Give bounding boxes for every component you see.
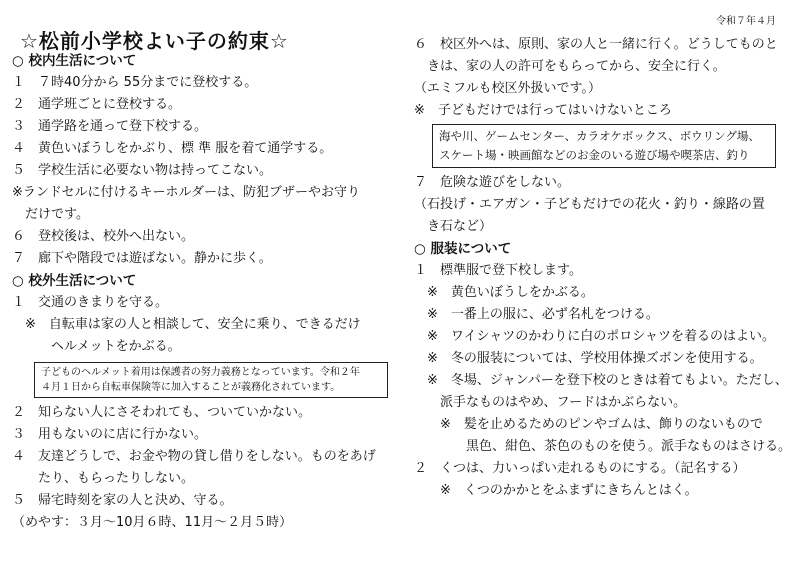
section-clothing-heading: ○ 服装について	[414, 241, 512, 257]
document-title: ☆松前小学校よい子の約束☆	[20, 29, 289, 53]
rule-line: ７ 危険な遊びをしない。	[414, 175, 571, 190]
rule-line: ヘルメットをかぶる。	[12, 339, 181, 354]
rule-line: ※ 自転車は家の人と相談して、安全に乗り、できるだけ	[12, 317, 361, 332]
document-date: 令和７年４月	[716, 16, 776, 27]
rule-line: ５ 学校生活に必要ない物は持ってこない。	[12, 163, 273, 178]
rule-line: ３ 用もないのに店に行かない。	[12, 427, 208, 442]
notice-line: ４月１日から自転車保険等に加入することが義務化されています。	[41, 382, 341, 393]
rule-line: ２ 通学班ごとに登校する。	[12, 97, 182, 112]
rule-line: だけです。	[12, 207, 89, 222]
rule-line: ２ 知らない人にさそわれても、ついていかない。	[12, 405, 312, 420]
rule-line: １ 標準服で登下校します。	[414, 263, 582, 278]
rule-line: ※ ワイシャツのかわりに白のポロシャツを着るのはよい。	[414, 329, 775, 344]
forbidden-places-note: ※ 子どもだけでは行ってはいけないところ	[414, 103, 672, 118]
rule-line: ６ 校区外へは、原則、家の人と一緒に行く。どうしてものと	[414, 37, 778, 52]
forbidden-places-box	[432, 124, 776, 168]
rule-line: （石投げ・エアガン・子どもだけでの花火・釣り・線路の置	[414, 197, 765, 212]
rule-line: き石など）	[414, 219, 493, 234]
helmet-notice-box	[34, 362, 388, 398]
section-outside-life-heading: ○ 校外生活について	[12, 273, 137, 289]
rule-line: きは、家の人の許可をもらってから、安全に行く。	[414, 59, 726, 74]
notice-line: 子どものヘルメット着用は保護者の努力義務となっています。令和２年	[41, 367, 360, 378]
left-column	[12, 50, 404, 534]
rule-line: 派手なものはやめ、フードはかぶらない。	[414, 395, 687, 410]
rule-line: １ 交通のきまりを守る。	[12, 295, 169, 310]
rule-line: ４ 黄色いぼうしをかぶり、標 準 服を着て通学する。	[12, 141, 333, 156]
rule-line: ※ 一番上の服に、必ず名札をつける。	[414, 307, 659, 322]
rule-line: ２ くつは、力いっぱい走れるものにする。（記名する）	[414, 461, 746, 476]
rule-line: たり、もらったりしない。	[12, 471, 195, 486]
rule-line: ※ くつのかかとをふまずにきちんとはく。	[414, 483, 698, 498]
rule-line: ３ 通学路を通って登下校する。	[12, 119, 208, 134]
right-column	[414, 34, 792, 502]
rule-line: ※ 髪を止めるためのピンやゴムは、飾りのないもので	[414, 417, 763, 432]
rule-line: ４ 友達どうしで、お金や物の貸し借りをしない。ものをあげ	[12, 449, 376, 464]
rule-line: ５ 帰宅時刻を家の人と決め、守る。	[12, 493, 233, 508]
rule-line: ※ 冬場、ジャンパーを登下校のときは着てもよい。ただし、	[414, 373, 788, 388]
rule-line: （めやす：３月～10月６時、11月～２月５時）	[12, 515, 293, 530]
section-school-life-heading: ○ 校内生活について	[12, 53, 137, 69]
rule-line: ６ 登校後は、校外へ出ない。	[12, 229, 195, 244]
rule-line: １ ７時40分から 55分までに登校する。	[12, 75, 258, 90]
forbidden-places-line: スケート場・映画館などのお金のいる遊び場や喫茶店、釣り	[439, 148, 750, 162]
forbidden-places-line: 海や川、ゲームセンター、カラオケボックス、ボウリング場、	[439, 129, 760, 143]
rule-line: ※ランドセルに付けるキーホルダーは、防犯ブザーやお守り	[12, 185, 360, 200]
rule-line: （エミフルも校区外扱いです。）	[414, 81, 601, 96]
rule-line: ※ 冬の服装については、学校用体操ズボンを使用する。	[414, 351, 763, 366]
rule-line: 黒色、紺色、茶色のものを使う。派手なものはさける。	[414, 439, 792, 454]
rule-line: ７ 廊下や階段では遊ばない。静かに歩く。	[12, 251, 272, 266]
rule-line: ※ 黄色いぼうしをかぶる。	[414, 285, 594, 300]
